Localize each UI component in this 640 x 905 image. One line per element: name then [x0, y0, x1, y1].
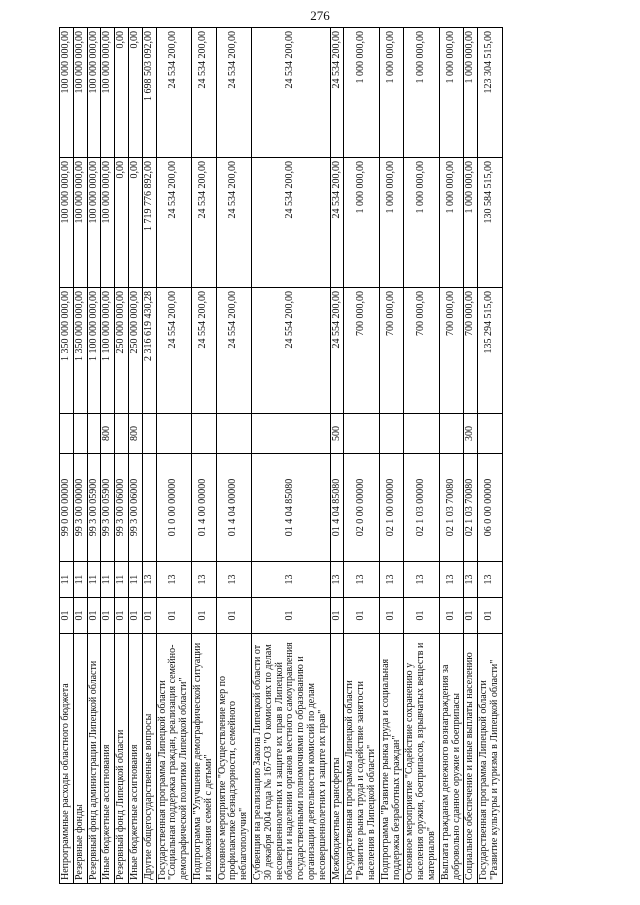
row-name-cell: Государственная программа Липецкой области "Социальная поддержка граждан, реализация семейно-демографической политики Липецкой области": [156, 634, 191, 884]
target-article-cell: 02 1 00 00000: [379, 454, 404, 562]
amount-year-3-cell: 1 000 000,00: [344, 28, 379, 158]
section-code-cell: 01: [404, 598, 439, 634]
subsection-code-cell: 13: [216, 562, 251, 598]
amount-year-3-cell: 1 698 503 092,00: [142, 28, 156, 158]
row-name-cell: Субвенция на реализацию Закона Липецкой области от 30 декабря 2004 года № 167-ОЗ "О комиссиях по делам несовершеннолетних и защите их прав в Липецкой области и наделении органов местного самоуправления государственными полномочиями по образованию и организации деятельности комиссий по делам несовершеннолетних и защите их прав": [251, 634, 330, 884]
amount-year-3-cell: 24 534 200,00: [330, 28, 344, 158]
section-code-cell: 01: [60, 598, 74, 634]
subsection-code-cell: 11: [73, 562, 87, 598]
table-row: [87, 28, 101, 884]
row-name-cell: Подпрограмма "Развитие рынка труда и социальная поддержка безработных граждан": [379, 634, 404, 884]
expense-type-cell: [73, 414, 87, 454]
amount-year-2-cell: 1 000 000,00: [344, 158, 379, 288]
table-row: [379, 28, 404, 884]
amount-year-3-cell: 1 000 000,00: [379, 28, 404, 158]
amount-year-2-cell: 1 719 776 892,00: [142, 158, 156, 288]
section-code-cell: 01: [344, 598, 379, 634]
target-article-cell: 02 1 03 00000: [404, 454, 439, 562]
amount-year-2-cell: 100 000 000,00: [101, 158, 115, 288]
subsection-code-cell: 13: [464, 562, 478, 598]
subsection-code-cell: 13: [330, 562, 344, 598]
amount-year-2-cell: 1 000 000,00: [439, 158, 464, 288]
section-code-cell: 01: [156, 598, 191, 634]
section-code-cell: 01: [142, 598, 156, 634]
subsection-code-cell: 13: [191, 562, 216, 598]
section-code-cell: 01: [115, 598, 129, 634]
subsection-code-cell: 11: [101, 562, 115, 598]
amount-year-1-cell: 700 000,00: [344, 288, 379, 414]
section-code-cell: 01: [379, 598, 404, 634]
row-name-cell: Основное мероприятие "Осуществление мер по профилактике безнадзорности, семейного неблагополучия": [216, 634, 251, 884]
table-row: [330, 28, 344, 884]
target-article-cell: 99 3 00 00000: [73, 454, 87, 562]
section-code-cell: 01: [251, 598, 330, 634]
amount-year-3-cell: 1 000 000,00: [464, 28, 478, 158]
subsection-code-cell: 13: [404, 562, 439, 598]
subsection-code-cell: 13: [478, 562, 503, 598]
row-name-cell: Социальное обеспечение и иные выплаты населению: [464, 634, 478, 884]
expense-type-cell: [478, 414, 503, 454]
amount-year-3-cell: 24 534 200,00: [191, 28, 216, 158]
row-name-cell: Межбюджетные трансферты: [330, 634, 344, 884]
amount-year-2-cell: 100 000 000,00: [87, 158, 101, 288]
target-article-cell: [142, 454, 156, 562]
table-row: [142, 28, 156, 884]
amount-year-1-cell: 700 000,00: [464, 288, 478, 414]
expense-type-cell: [87, 414, 101, 454]
budget-table-body: [60, 28, 503, 884]
rotated-table-wrapper: [59, 28, 595, 884]
subsection-code-cell: 13: [439, 562, 464, 598]
amount-year-2-cell: 1 000 000,00: [379, 158, 404, 288]
table-row: [60, 28, 74, 884]
amount-year-1-cell: 24 554 200,00: [251, 288, 330, 414]
subsection-code-cell: 11: [128, 562, 142, 598]
table-row: [439, 28, 464, 884]
section-code-cell: 01: [128, 598, 142, 634]
target-article-cell: 99 3 00 05900: [87, 454, 101, 562]
amount-year-3-cell: 24 534 200,00: [251, 28, 330, 158]
table-row: [478, 28, 503, 884]
subsection-code-cell: 13: [379, 562, 404, 598]
amount-year-3-cell: 0,00: [128, 28, 142, 158]
table-row: [344, 28, 379, 884]
subsection-code-cell: 11: [115, 562, 129, 598]
row-name-cell: Государственная программа Липецкой области "Развитие рынка труда и содействие занятости населения в Липецкой области": [344, 634, 379, 884]
page-number: 276: [310, 8, 330, 23]
target-article-cell: 99 3 00 06000: [115, 454, 129, 562]
amount-year-1-cell: 24 554 200,00: [156, 288, 191, 414]
subsection-code-cell: 11: [60, 562, 74, 598]
amount-year-3-cell: 100 000 000,00: [87, 28, 101, 158]
amount-year-1-cell: 1 100 000 000,00: [87, 288, 101, 414]
row-name-cell: Выплата гражданам денежного вознаграждения за добровольно сданное оружие и боеприпасы: [439, 634, 464, 884]
section-code-cell: 01: [191, 598, 216, 634]
section-code-cell: 01: [439, 598, 464, 634]
budget-table: [59, 27, 503, 884]
subsection-code-cell: 13: [251, 562, 330, 598]
table-row: [73, 28, 87, 884]
section-code-cell: 01: [87, 598, 101, 634]
amount-year-3-cell: 100 000 000,00: [101, 28, 115, 158]
target-article-cell: 01 4 04 85080: [330, 454, 344, 562]
amount-year-2-cell: 1 000 000,00: [404, 158, 439, 288]
expense-type-cell: [439, 414, 464, 454]
table-row: [464, 28, 478, 884]
amount-year-1-cell: 250 000 000,00: [115, 288, 129, 414]
section-code-cell: 01: [330, 598, 344, 634]
section-code-cell: 01: [478, 598, 503, 634]
section-code-cell: 01: [101, 598, 115, 634]
amount-year-1-cell: 700 000,00: [404, 288, 439, 414]
row-name-cell: Иные бюджетные ассигнования: [101, 634, 115, 884]
target-article-cell: 99 3 00 05900: [101, 454, 115, 562]
target-article-cell: 02 1 03 70080: [464, 454, 478, 562]
row-name-cell: Государственная программа Липецкой области "Развитие культуры и туризма в Липецкой области": [478, 634, 503, 884]
amount-year-2-cell: 0,00: [115, 158, 129, 288]
expense-type-cell: 500: [330, 414, 344, 454]
table-row: [216, 28, 251, 884]
amount-year-2-cell: 24 534 200,00: [156, 158, 191, 288]
amount-year-1-cell: 24 554 200,00: [191, 288, 216, 414]
amount-year-2-cell: 100 000 000,00: [60, 158, 74, 288]
expense-type-cell: [156, 414, 191, 454]
target-article-cell: 02 1 03 70080: [439, 454, 464, 562]
amount-year-1-cell: 700 000,00: [379, 288, 404, 414]
row-name-cell: Резервные фонды: [73, 634, 87, 884]
target-article-cell: 99 3 00 06000: [128, 454, 142, 562]
amount-year-1-cell: 2 316 619 430,28: [142, 288, 156, 414]
amount-year-2-cell: 130 584 515,00: [478, 158, 503, 288]
amount-year-3-cell: 1 000 000,00: [404, 28, 439, 158]
expense-type-cell: [216, 414, 251, 454]
amount-year-1-cell: 24 554 200,00: [330, 288, 344, 414]
amount-year-2-cell: 100 000 000,00: [73, 158, 87, 288]
subsection-code-cell: 13: [344, 562, 379, 598]
row-name-cell: Другие общегосударственные вопросы: [142, 634, 156, 884]
amount-year-1-cell: 700 000,00: [439, 288, 464, 414]
section-code-cell: 01: [73, 598, 87, 634]
row-name-cell: Резервный фонд администрации Липецкой области: [87, 634, 101, 884]
amount-year-3-cell: 100 000 000,00: [60, 28, 74, 158]
section-code-cell: 01: [464, 598, 478, 634]
amount-year-2-cell: 24 534 200,00: [330, 158, 344, 288]
amount-year-3-cell: 24 534 200,00: [156, 28, 191, 158]
target-article-cell: 01 4 00 00000: [191, 454, 216, 562]
row-name-cell: Резервный фонд Липецкой области: [115, 634, 129, 884]
row-name-cell: Основное мероприятие "Содействие сохранению у населения оружия, боеприпасов, взрывчатых веществ и материалов": [404, 634, 439, 884]
section-code-cell: 01: [216, 598, 251, 634]
amount-year-1-cell: 1 350 000 000,00: [73, 288, 87, 414]
expense-type-cell: [251, 414, 330, 454]
target-article-cell: 01 4 04 85080: [251, 454, 330, 562]
expense-type-cell: [344, 414, 379, 454]
amount-year-1-cell: 135 294 515,00: [478, 288, 503, 414]
amount-year-3-cell: 123 304 515,00: [478, 28, 503, 158]
amount-year-3-cell: 0,00: [115, 28, 129, 158]
amount-year-2-cell: 24 534 200,00: [216, 158, 251, 288]
table-row: [156, 28, 191, 884]
expense-type-cell: [142, 414, 156, 454]
amount-year-2-cell: 1 000 000,00: [464, 158, 478, 288]
table-row: [115, 28, 129, 884]
amount-year-3-cell: 100 000 000,00: [73, 28, 87, 158]
amount-year-2-cell: 0,00: [128, 158, 142, 288]
amount-year-3-cell: 24 534 200,00: [216, 28, 251, 158]
table-row: [101, 28, 115, 884]
expense-type-cell: 300: [464, 414, 478, 454]
row-name-cell: Иные бюджетные ассигнования: [128, 634, 142, 884]
subsection-code-cell: 13: [142, 562, 156, 598]
expense-type-cell: [115, 414, 129, 454]
amount-year-2-cell: 24 534 200,00: [251, 158, 330, 288]
target-article-cell: 06 0 00 00000: [478, 454, 503, 562]
target-article-cell: 99 0 00 00000: [60, 454, 74, 562]
table-row: [128, 28, 142, 884]
expense-type-cell: [404, 414, 439, 454]
amount-year-2-cell: 24 534 200,00: [191, 158, 216, 288]
subsection-code-cell: 13: [156, 562, 191, 598]
amount-year-1-cell: 250 000 000,00: [128, 288, 142, 414]
target-article-cell: 02 0 00 00000: [344, 454, 379, 562]
target-article-cell: 01 4 04 00000: [216, 454, 251, 562]
expense-type-cell: [191, 414, 216, 454]
table-row: [191, 28, 216, 884]
rotated-page-content: [59, 28, 595, 884]
table-row: [404, 28, 439, 884]
expense-type-cell: 800: [101, 414, 115, 454]
expense-type-cell: [379, 414, 404, 454]
expense-type-cell: 800: [128, 414, 142, 454]
table-row: [251, 28, 330, 884]
amount-year-1-cell: 24 554 200,00: [216, 288, 251, 414]
expense-type-cell: [60, 414, 74, 454]
subsection-code-cell: 11: [87, 562, 101, 598]
row-name-cell: Непрограммные расходы областного бюджета: [60, 634, 74, 884]
amount-year-3-cell: 1 000 000,00: [439, 28, 464, 158]
row-name-cell: Подпрограмма "Улучшение демографической ситуации и положения семей с детьми": [191, 634, 216, 884]
amount-year-1-cell: 1 350 000 000,00: [60, 288, 74, 414]
target-article-cell: 01 0 00 00000: [156, 454, 191, 562]
amount-year-1-cell: 1 100 000 000,00: [101, 288, 115, 414]
